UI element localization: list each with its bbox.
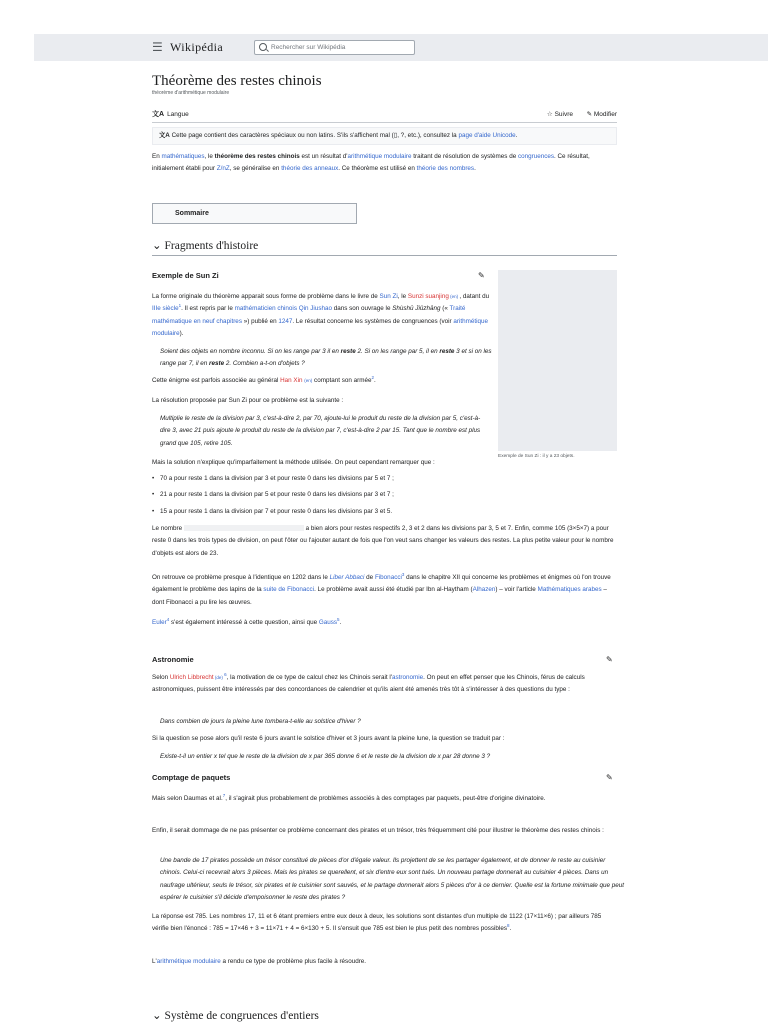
formula-image xyxy=(184,525,304,531)
quote-astro-1: Dans combien de jours la pleine lune tombera-t-elle au solstice d'hiver ? xyxy=(160,718,361,725)
paquets-paragraph-1: Mais selon Daumas et al.$^7$, il s'agirait plus probablement de problèmes associés à des comptages par paquets, peut-être d'origine divinatoire. xyxy=(152,792,546,802)
sunzi-paragraph-1: La forme originale du théorème apparait sous forme de problème dans le livre de Sun Zi, le Sunzi suanjing (en) , datant du IIIe siècle$^1$. Il est repris par le mathématicien chinois Qin Jiushao dans son ouvrage le Shùshū Jiǔzhāng (« Traité mathématique en neuf chapitres ») publié en 1247. Le résultat concerne les systèmes de congruences (voir arithmétique modulaire). xyxy=(152,293,490,338)
quote-astro-2: Existe-t-il un entier x tel que le reste de la division de x par 365 donne 6 et le reste de la division de x par 28 donne 3 ? xyxy=(160,753,491,760)
link-iiie-siecle[interactable]: IIIe siècle xyxy=(152,305,179,313)
section-heading-history[interactable]: ⌄ Fragments d'histoire xyxy=(152,238,617,256)
paquets-paragraph-2: Enfin, il serait dommage de ne pas présenter ce problème concernant des pirates et un trésor, très fréquemment cité pour illustrer le théorème des restes chinois : xyxy=(152,827,604,834)
link-fibonacci[interactable]: Fibonacci xyxy=(374,574,402,581)
chevron-down-icon: ⌄ xyxy=(152,240,162,252)
language-button[interactable] xyxy=(152,110,189,120)
section-heading-congruences[interactable]: ⌄ Système de congruences d'entiers xyxy=(152,1010,319,1022)
subsection-astronomie-title: Astronomie xyxy=(152,655,194,664)
link-maths-arabes[interactable]: Mathématiques arabes xyxy=(537,586,602,594)
unicode-help-link[interactable]: page d'aide Unicode xyxy=(458,132,516,139)
language-label: Langue xyxy=(167,111,189,118)
sunzi-paragraph-4: Mais la solution n'explique qu'imparfaitement la méthode utilisée. On peut cependant remarquer que : xyxy=(152,459,435,466)
pencil-icon: ✎ xyxy=(586,111,593,118)
edit-section-icon[interactable]: ✎ xyxy=(478,271,485,280)
edit-section-icon[interactable]: ✎ xyxy=(606,773,613,782)
link-libbrecht: Ulrich Libbrecht xyxy=(169,674,214,681)
link-anneaux[interactable]: théorie des anneaux xyxy=(281,165,339,173)
link-qin-jiushao[interactable]: mathématicien chinois Qin Jiushao xyxy=(234,305,332,313)
table-of-contents-button[interactable]: Sommaire xyxy=(152,203,357,224)
link-arith-mod-3[interactable]: arithmétique modulaire xyxy=(156,958,221,965)
paquets-paragraph-4: L'arithmétique modulaire a rendu ce type de problème plus facile à résoudre. xyxy=(152,958,367,965)
follow-label: Suivre xyxy=(554,111,573,118)
link-mathematiques[interactable]: mathématiques xyxy=(161,153,205,160)
notice-box-glyph: ▯ xyxy=(393,132,398,139)
page-toolbar xyxy=(152,110,617,123)
page-subtitle: théorème d'arithmétique modulaire xyxy=(152,90,230,96)
link-gauss[interactable]: Gauss xyxy=(318,619,338,626)
link-arith-mod[interactable]: arithmétique modulaire xyxy=(347,153,412,160)
sunzi-paragraph-6: On retrouve ce problème presque à l'identique en 1202 dans le Liber Abbaci de Fibonacci$^3$ dans le chapitre XII qui concerne les problèmes et énigmes où l'on trouve également le problème des lapins de la suite de Fibonacci. Le problème avait aussi été étudié par Ibn al-Haytham (Alhazen) – voir l'article Mathématiques arabes – dont Fibonacci a pu lire les œuvres. xyxy=(152,571,611,606)
edit-label: Modifier xyxy=(593,111,617,118)
quote-resolution: Multiplie le reste de la division par 3, c'est-à-dire 2, par 70, ajoute-lui le produit du reste de la division par 5, c'est-à-dire 3, avec 21 puis ajoute le produit du reste de la division par 7, c'est-à-dire 2 par 15. Tant que le nombre est plus grand que 105, retire 105. xyxy=(160,415,481,447)
list-item: • 70 a pour reste 1 dans la division par 3 et pour reste 0 dans les divisions par 5 et 7 ; xyxy=(152,473,617,485)
quote-pirates: Une bande de 17 pirates possède un trésor constitué de pièces d'or d'égale valeur. Ils projettent de se les partager également, et de donner le reste au cuisinier chinois. Celui-ci recevrait alors 3 pièces. Mais les pirates se querellent, et six d'entre eux sont tués. Un nouveau partage donnerait au cuisinier 4 pièces. Dans un naufrage ultérieur, seuls le trésor, six pirates et le cuisinier sont sauvés, et le partage donnerait alors 5 pièces d'or à ce dernier. Quelle est la fortune minimale que peut espérer le cuisinier s'il décide d'empoisonner le reste des pirates ? xyxy=(160,857,625,902)
wikipedia-logo[interactable]: Wikipédia xyxy=(170,40,224,54)
translate-icon: 文A xyxy=(159,132,170,139)
search-icon xyxy=(259,43,267,51)
page-title: Théorème des restes chinois xyxy=(152,73,322,89)
link-sunzi[interactable]: Sun Zi xyxy=(379,293,398,300)
subsection-paquets-title: Comptage de paquets xyxy=(152,773,231,782)
notice-end: . xyxy=(515,132,518,139)
follow-button[interactable] xyxy=(547,110,573,120)
sunzi-paragraph-7: Euler$^4$ s'est également intéressé à cette question, ainsi que Gauss$^5$. xyxy=(152,616,342,626)
notice-text-rest: , ?, etc.), consultez la xyxy=(397,132,459,139)
link-congruences[interactable]: congruences xyxy=(517,153,555,160)
image-caption: Exemple de Sun Zi : il y a 23 objets. xyxy=(498,454,575,459)
link-sunzi-suanjing: Sunzi suanjing xyxy=(407,293,449,300)
unicode-notice xyxy=(152,127,617,145)
edit-section-icon[interactable]: ✎ xyxy=(606,655,613,664)
link-arith-mod-2[interactable]: arithmétique modulaire xyxy=(152,317,489,338)
list-item: • 21 a pour reste 1 dans la division par 5 et pour reste 0 dans les divisions par 3 et 7 ; xyxy=(152,489,617,501)
star-icon: ☆ xyxy=(546,111,553,118)
link-han-xin: Han Xin xyxy=(280,377,303,384)
list-item: • 15 a pour reste 1 dans la division par 7 et pour reste 0 dans les divisions par 3 et 5. xyxy=(152,506,617,518)
sunzi-illustration-image[interactable] xyxy=(498,270,617,451)
intro-bold: théorème des restes chinois xyxy=(214,153,300,160)
intro-paragraph: En mathématiques, le théorème des restes chinois est un résultat d'arithmétique modulaire traitant de résolution de systèmes de congruences. Ce résultat, initialement établi pour Z/nZ, se généralise en théorie des anneaux. Ce théorème est utilisé en théorie des nombres. xyxy=(152,153,590,173)
sunzi-paragraph-5: Le nombre a bien alors pour restes respectifs 2, 3 et 2 dans les divisions par 3, 5 et 7. Enfin, comme 105 (3×5×7) a pour reste 0 dans les trois types de division, on peut l'ôter ou l'ajouter autant de fois que l'on veut sans changer les valeurs des restes. La plus petite valeur pour le nombre d'objets est alors de 23. xyxy=(152,525,614,557)
link-znz[interactable]: Z/nZ xyxy=(216,165,230,173)
paquets-paragraph-3: La réponse est 785. Les nombres 17, 11 et 6 étant premiers entre eux deux à deux, les solutions sont distantes d'un multiple de 1122 (17×11×6) ; par ailleurs 785 vérifie bien l'énoncé : 785 = 17×46 + 3 = 11×71 + 4 = 6×130 + 5. Il s'ensuit que 785 est bien le plus petit des nombres possibles$^8$. xyxy=(152,913,602,933)
sunzi-paragraph-2: Cette énigme est parfois associée au général Han Xin (en) comptant son armée$^2$. xyxy=(152,374,376,384)
link-alhazen[interactable]: Alhazen xyxy=(472,586,496,594)
remainder-list xyxy=(152,473,617,518)
link-euler[interactable]: Euler xyxy=(152,619,167,626)
sunzi-paragraph-3: La résolution proposée par Sun Zi pour ce problème est la suivante : xyxy=(152,397,344,404)
link-nombres[interactable]: théorie des nombres xyxy=(416,165,475,173)
astro-paragraph-1: Selon Ulrich Libbrecht (de) $^6$, la motivation de ce type de calcul chez les Chinois serait l'astronomie. On peut en effet penser que les Chinois, férus de calculs astronomiques, puissent être intéressés par des concordances de calendrier et qu'ils aient été amenés très tôt à s'intéresser à des questions du type : xyxy=(152,671,585,694)
link-traite[interactable]: Traité mathématique en neuf chapitres xyxy=(152,305,466,325)
link-astronomie[interactable]: astronomie xyxy=(392,674,424,681)
link-suite-fibonacci[interactable]: suite de Fibonacci xyxy=(263,586,315,594)
subsection-sunzi-title: Exemple de Sun Zi xyxy=(152,271,219,280)
search-input[interactable] xyxy=(254,40,415,55)
edit-page-button[interactable] xyxy=(587,110,617,120)
link-liber-abbaci[interactable]: Liber Abbaci xyxy=(329,574,365,581)
search-placeholder: Rechercher sur Wikipédia xyxy=(271,44,346,51)
astro-paragraph-2: Si la question se pose alors qu'il reste 6 jours avant le solstice d'hiver et 3 jours avant la pleine lune, la question se traduit par : xyxy=(152,735,505,742)
chevron-down-icon: ⌄ xyxy=(152,1010,162,1022)
hamburger-menu-icon[interactable]: ☰ xyxy=(152,40,163,54)
link-1247[interactable]: 1247 xyxy=(278,317,293,325)
notice-text: Cette page contient des caractères spéciaux ou non latins. S'ils s'affichent mal ( xyxy=(171,132,394,139)
quote-sunzi: Soient des objets en nombre inconnu. Si on les range par 3 il en reste 2. Si on les range par 5, il en reste 3 et si on les range par 7, il en reste 2. Combien a-t-on d'objets ? xyxy=(160,348,492,368)
language-icon: 文A xyxy=(152,111,165,118)
